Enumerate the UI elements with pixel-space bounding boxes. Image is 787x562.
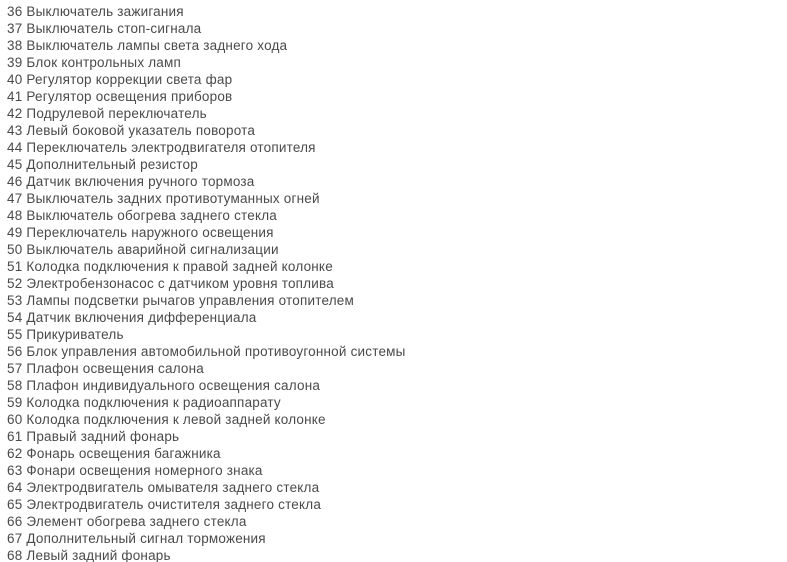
legend-item-number: 63 xyxy=(7,463,23,478)
legend-item xyxy=(7,224,787,241)
legend-item xyxy=(7,496,787,513)
legend-item-label: Фонари освещения номерного знака xyxy=(26,463,263,478)
legend-item-number: 55 xyxy=(7,327,23,342)
legend-item-number: 56 xyxy=(7,344,23,359)
legend-item-number: 45 xyxy=(7,157,23,172)
legend-item-label: Переключатель электродвигателя отопителя xyxy=(26,140,316,155)
legend-item-label: Подрулевой переключатель xyxy=(26,106,207,121)
legend-item xyxy=(7,173,787,190)
legend-item xyxy=(7,411,787,428)
legend-item-label: Переключатель наружного освещения xyxy=(26,225,274,240)
legend-item xyxy=(7,37,787,54)
legend-item-number: 66 xyxy=(7,514,23,529)
legend-item-number: 39 xyxy=(7,55,23,70)
legend-item xyxy=(7,54,787,71)
legend-item xyxy=(7,445,787,462)
legend-item xyxy=(7,139,787,156)
legend-item-number: 41 xyxy=(7,89,23,104)
legend-item-label: Правый задний фонарь xyxy=(26,429,180,444)
legend-item xyxy=(7,258,787,275)
legend-item-label: Колодка подключения к правой задней колонке xyxy=(26,259,333,274)
legend-item-number: 37 xyxy=(7,21,23,36)
legend-item-number: 52 xyxy=(7,276,23,291)
legend-item-number: 46 xyxy=(7,174,23,189)
legend-item xyxy=(7,3,787,20)
legend-item-number: 47 xyxy=(7,191,23,206)
legend-item-number: 67 xyxy=(7,531,23,546)
legend-item-label: Выключатель обогрева заднего стекла xyxy=(26,208,278,223)
legend-item xyxy=(7,156,787,173)
legend-item-label: Датчик включения дифференциала xyxy=(26,310,257,325)
legend-item-label: Выключатель аварийной сигнализации xyxy=(26,242,279,257)
legend-item-label: Регулятор коррекции света фар xyxy=(26,72,233,87)
legend-item-label: Датчик включения ручного тормоза xyxy=(26,174,255,189)
legend-item-number: 36 xyxy=(7,4,23,19)
legend-item-label: Элемент обогрева заднего стекла xyxy=(26,514,247,529)
legend-item-label: Лампы подсветки рычагов управления отопителем xyxy=(26,293,354,308)
legend-item-label: Выключатель стоп-сигнала xyxy=(26,21,202,36)
legend-item xyxy=(7,241,787,258)
legend-item-label: Колодка подключения к левой задней колонке xyxy=(26,412,326,427)
legend-item-number: 60 xyxy=(7,412,23,427)
legend-item xyxy=(7,275,787,292)
legend-item xyxy=(7,394,787,411)
legend-item xyxy=(7,122,787,139)
legend-item-label: Плафон освещения салона xyxy=(26,361,204,376)
legend-item-label: Плафон индивидуального освещения салона xyxy=(26,378,321,393)
legend-item xyxy=(7,547,787,562)
legend-item-label: Фонарь освещения багажника xyxy=(26,446,221,461)
legend-item-number: 38 xyxy=(7,38,23,53)
legend-item-label: Выключатель лампы света заднего хода xyxy=(26,38,288,53)
legend-item-number: 53 xyxy=(7,293,23,308)
legend-item xyxy=(7,207,787,224)
legend-item-label: Электродвигатель омывателя заднего стекла xyxy=(26,480,320,495)
legend-item-number: 49 xyxy=(7,225,23,240)
legend-item-number: 50 xyxy=(7,242,23,257)
legend-item-label: Выключатель задних противотуманных огней xyxy=(26,191,320,206)
legend-item-number: 42 xyxy=(7,106,23,121)
legend-item-label: Прикуриватель xyxy=(26,327,124,342)
legend-item xyxy=(7,343,787,360)
legend-item-number: 65 xyxy=(7,497,23,512)
legend-item-label: Левый боковой указатель поворота xyxy=(26,123,256,138)
legend-item-label: Колодка подключения к радиоаппарату xyxy=(26,395,281,410)
legend-item xyxy=(7,71,787,88)
legend-item xyxy=(7,360,787,377)
legend-item-label: Левый задний фонарь xyxy=(26,548,171,562)
legend-item-number: 62 xyxy=(7,446,23,461)
legend-item xyxy=(7,309,787,326)
legend-item xyxy=(7,479,787,496)
legend-item-label: Блок контрольных ламп xyxy=(26,55,181,70)
legend-item-label: Дополнительный резистор xyxy=(26,157,198,172)
legend-item xyxy=(7,292,787,309)
legend-item xyxy=(7,462,787,479)
legend-item-number: 48 xyxy=(7,208,23,223)
legend-item-number: 51 xyxy=(7,259,23,274)
legend-item-number: 58 xyxy=(7,378,23,393)
legend-item-number: 68 xyxy=(7,548,23,562)
legend-item xyxy=(7,513,787,530)
legend-item xyxy=(7,105,787,122)
legend-item xyxy=(7,190,787,207)
legend-item-label: Электродвигатель очистителя заднего стекла xyxy=(26,497,322,512)
legend-item-number: 43 xyxy=(7,123,23,138)
legend-item-number: 44 xyxy=(7,140,23,155)
legend-item xyxy=(7,428,787,445)
legend-item-label: Дополнительный сигнал торможения xyxy=(26,531,266,546)
legend-item-label: Выключатель зажигания xyxy=(26,4,184,19)
legend-item-number: 61 xyxy=(7,429,23,444)
legend-item xyxy=(7,326,787,343)
legend-item-label: Регулятор освещения приборов xyxy=(26,89,233,104)
legend-item-label: Блок управления автомобильной противоугонной системы xyxy=(26,344,406,359)
legend-item-number: 57 xyxy=(7,361,23,376)
legend-item xyxy=(7,530,787,547)
legend-item-number: 59 xyxy=(7,395,23,410)
legend-item xyxy=(7,377,787,394)
legend-item-number: 40 xyxy=(7,72,23,87)
legend-item-number: 54 xyxy=(7,310,23,325)
legend-item xyxy=(7,88,787,105)
legend-item xyxy=(7,20,787,37)
legend-item-number: 64 xyxy=(7,480,23,495)
legend-item-label: Электробензонасос с датчиком уровня топлива xyxy=(26,276,334,291)
